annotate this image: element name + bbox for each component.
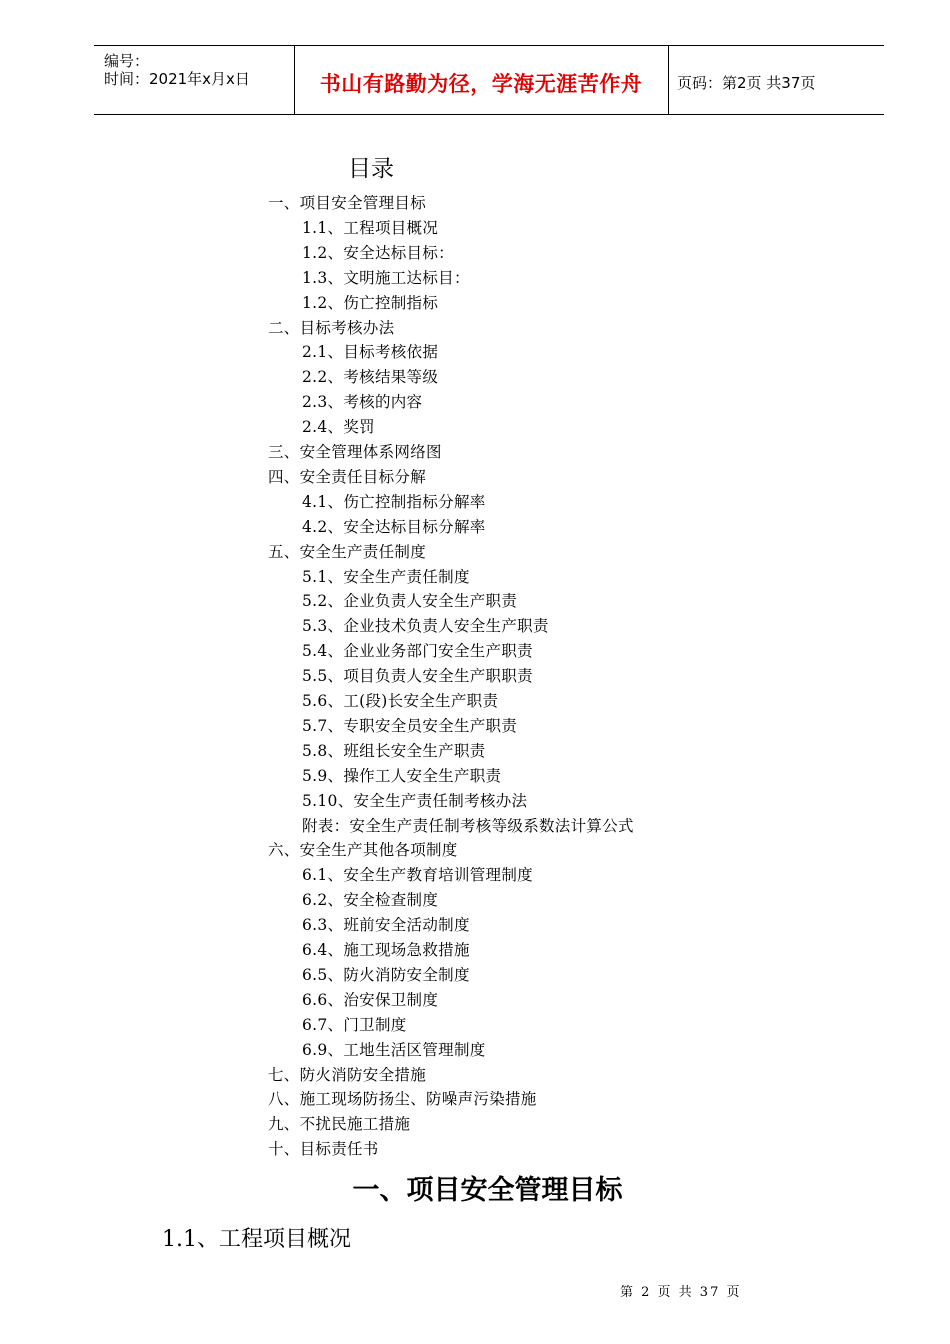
toc-item: 四、安全责任目标分解: [268, 467, 427, 486]
toc-item: 5.7、专职安全员安全生产职责: [302, 716, 518, 735]
toc-item: 一、项目安全管理目标: [268, 194, 427, 212]
toc-item: 1.2、伤亡控制指标: [302, 293, 439, 312]
toc-item: 5.5、项目负责人安全生产职职责: [302, 667, 533, 686]
toc-item: 5.8、班组长安全生产职责: [302, 741, 486, 760]
toc-item: 6.1、安全生产教育培训管理制度: [302, 866, 533, 885]
document-number-label: 编号：: [104, 52, 150, 70]
toc-item: 七、防火消防安全措施: [268, 1065, 427, 1084]
toc-item: 2.1、目标考核依据: [302, 343, 439, 362]
toc-item: 5.2、企业负责人安全生产职责: [302, 592, 518, 611]
toc-title: 目录: [348, 156, 394, 182]
toc-item: 4.1、伤亡控制指标分解率: [302, 492, 486, 511]
toc-item: 6.5、防火消防安全制度: [302, 965, 470, 984]
toc-item: 1.1、工程项目概况: [302, 218, 439, 237]
toc-item: 5.4、企业业务部门安全生产职责: [302, 642, 533, 661]
toc-item: 6.7、门卫制度: [302, 1015, 407, 1034]
toc-item: 三、安全管理体系网络图: [268, 443, 442, 461]
header-right-cell: [668, 46, 884, 114]
toc-item: 五、安全生产责任制度: [268, 542, 427, 561]
toc-item: 八、施工现场防扬尘、防噪声污染措施: [268, 1090, 537, 1109]
toc-item: 十、目标责任书: [268, 1140, 379, 1159]
section-heading: 一、项目安全管理目标: [352, 1175, 623, 1206]
header-middle-cell: [294, 46, 669, 114]
toc-item: 1.2、安全达标目标：: [302, 243, 454, 262]
header-left-cell: [94, 46, 295, 114]
header-page-label: 页码：第2页 共37页: [677, 74, 816, 92]
document-time-label: 时间：2021年x月x日: [104, 70, 250, 88]
toc-item: 5.10、安全生产责任制考核办法: [302, 791, 528, 810]
toc-item: 4.2、安全达标目标分解率: [302, 517, 486, 536]
toc-item: 二、目标考核办法: [268, 318, 395, 337]
toc-item: 5.9、操作工人安全生产职责: [302, 766, 502, 785]
toc-item: 6.3、班前安全活动制度: [302, 916, 470, 935]
toc-item: 2.3、考核的内容: [302, 393, 423, 412]
header-motto: 书山有路勤为径，学海无涯苦作舟: [319, 72, 643, 96]
toc-item: 2.2、考核结果等级: [302, 368, 439, 387]
toc-item: 六、安全生产其他各项制度: [268, 841, 458, 860]
toc-item: 1.3、文明施工达标目：: [302, 268, 470, 287]
page-footer: 第 2 页 共 37 页: [620, 1285, 742, 1300]
toc-item: 附表：安全生产责任制考核等级系数法计算公式: [302, 816, 634, 835]
toc-item: 2.4、奖罚: [302, 418, 375, 437]
toc-item: 5.3、企业技术负责人安全生产职责: [302, 617, 549, 636]
page-header: [94, 45, 884, 115]
subsection-heading: 1.1、工程项目概况: [162, 1227, 351, 1252]
toc-item: 5.1、安全生产责任制度: [302, 567, 470, 586]
toc-item: 6.4、施工现场急救措施: [302, 941, 470, 959]
toc-item: 6.9、工地生活区管理制度: [302, 1040, 486, 1059]
toc-item: 6.6、治安保卫制度: [302, 990, 439, 1009]
toc-item: 5.6、工(段)长安全生产职责: [302, 692, 499, 710]
toc-item: 6.2、安全检查制度: [302, 891, 439, 910]
toc-item: 九、不扰民施工措施: [268, 1115, 411, 1134]
